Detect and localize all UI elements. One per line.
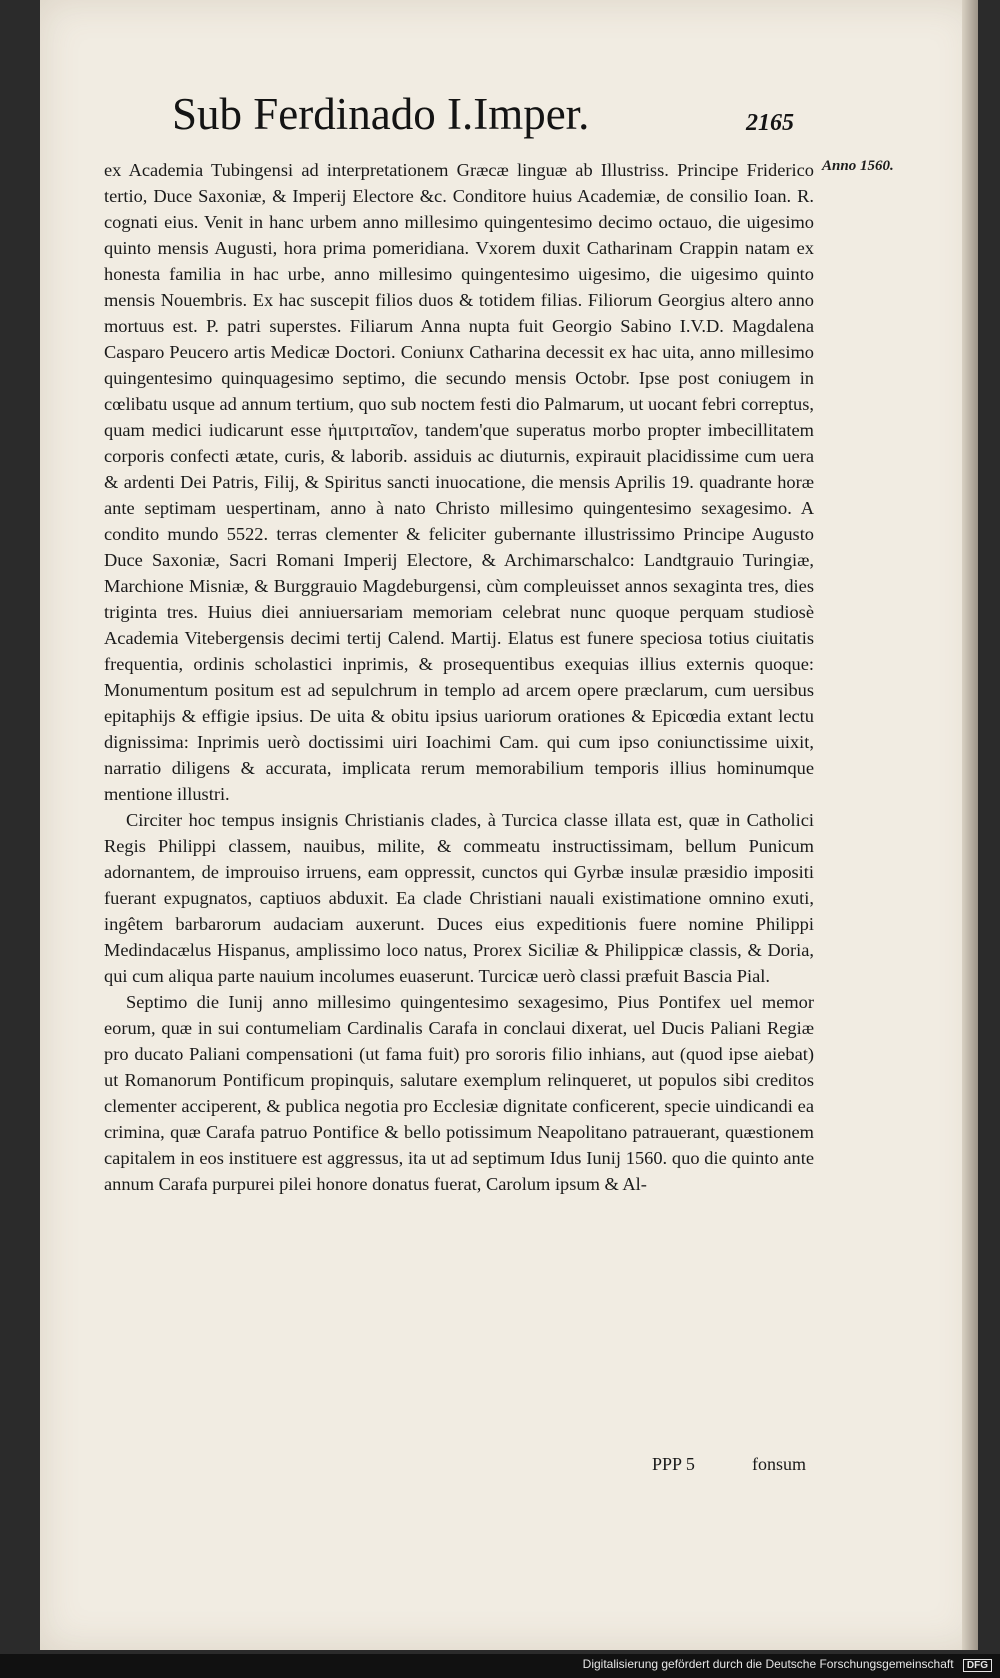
paragraph-1: ex Academia Tubingensi ad interpretationem Græcæ linguæ ab Illustriss. Principe Friderico tertio, Duce Saxoniæ, & Imperij Electore &c. Conditore huius Academiæ, de consilio Ioan. R. cognati eius. Venit in hanc urbem anno millesimo quingentesimo decimo octauo, die uigesimo quinto mensis Augusti, hora prima pomeridiana. Vxorem duxit Catharinam Crappin natam ex honesta familia in hac urbe, anno millesimo quingentesimo uigesimo, die uigesimo quinto mensis Nouembris. Ex hac suscepit filios duos & totidem filias. Filiorum Georgius altero anno mortuus est. P. patri superstes. Filiarum Anna nupta fuit Georgio Sabino I.V.D. Magdalena Casparo Peucero artis Medicæ Doctori. Coniunx Catharina decessit ex hac uita, anno millesimo quingentesimo quinquagesimo septimo, die secundo mensis Octobr. Ipse post coniugem in cœlibatu usque ad annum tertium, quo sub noctem festi dio Palmarum, ut uocant febri correptus, quam medici iudicarunt esse ἡμιτριταῖον, tandem'que superatus morbo propter imbecillitatem corporis confecti ætate, curis, & laborib. assiduis ac diuturnis, expirauit placidissime cum uera & ardenti Dei Patris, Filij, & Spiritus sancti inuocatione, die mensis Aprilis 19. quadrante horæ ante septimam uespertinam, anno à nato Christo millesimo quingentesimo sexagesimo. A condito mundo 5522. terras clementer & feliciter gubernante illustrissimo Principe Augusto Duce Saxoniæ, Sacri Romani Imperij Electore, & Archimarschalco: Landtgrauio Turingiæ, Marchione Misniæ, & Burggrauio Magdeburgensi, cùm compleuisset annos sexaginta tres, dies triginta tres. Huius diei anniuersariam memoriam celebrat nunc quoque perquam studiosè Academia Vitebergensis decimi tertij Calend. Martij. Elatus est funere speciosa totius ciuitatis frequentia, ordinis scholastici inprimis, & prosequentibus exequias illius externis quoque: Monumentum positum est ad sepulchrum in templo ad arcem opere præclarum, cum uersibus epitaphijs & effigie ipsius. De uita & obitu ipsius uariorum orationes & Epicœdia extant lectu dignissima: Inprimis uerò doctissimi uiri Ioachimi Cam. qui cum ipso coniunctissime uixit, narratio diligens & accurata, implicata rerum memorabilium temporis illius hominumque mentione illustri.: [104, 160, 814, 804]
paragraph-2: Circiter hoc tempus insignis Christianis clades, à Turcica classe illata est, quæ in Catholici Regis Philippi classem, nauibus, milite, & commeatu instructissimam, bellum Punicum adornantem, de improuiso irruens, eam oppressit, cunctos qui Gyrbæ insulæ præsidio impositi fuerant expugnatos, captiuos abduxit. Ea clade Christiani nauali existimatione omnino exuti, ingêtem barbarorum audaciam auxerunt. Duces eius expeditionis fuere nomine Philippi Medindacælus Hispanus, amplissimo loco natus, Prorex Siciliæ & Philippicæ classis, & Doria, qui cum aliqua parte nauium incolumes euaserunt. Turcicæ uerò classi præfuit Bascia Pial.: [104, 810, 814, 986]
body-text: [104, 157, 814, 1197]
footer-bar: [0, 1654, 1000, 1678]
margin-note-year: Anno 1560.: [822, 158, 894, 174]
footer-credit-text: Digitalisierung gefördert durch die Deutsche Forschungsgemeinschaft: [582, 1657, 954, 1671]
page-edge-shadow: [962, 0, 978, 1650]
page-number: 2165: [746, 110, 794, 136]
catchword: fonsum: [752, 1454, 806, 1474]
footer-credit: [583, 1657, 992, 1672]
dfg-logo-icon: DFG: [963, 1659, 992, 1672]
paragraph-3: Septimo die Iunij anno millesimo quingentesimo sexagesimo, Pius Pontifex uel memor eorum, quæ in sui contumeliam Cardinalis Carafa in conclaui dixerat, uel Ducis Paliani Regiæ pro ducato Paliani compensationi (ut fama fuit) pro sororis filio inhians, aut (quod ipse aiebat) ut Romanorum Pontificum propinquis, salutare exemplum relinqueret, ut populos sibi creditos clementer acciperent, & publica negotia pro Ecclesiæ dignitate conficerent, specie uindicandi ea crimina, quæ Carafa patruo Pontifice & bello potissimum Neapolitano patrauerant, quæstionem capitalem in eos instituere est aggressus, ita ut ad septimum Idus Iunij 1560. quo die quinto ante annum Carafa purpurei pilei honore donatus fuerat, Carolum ipsum & Al-: [104, 992, 814, 1194]
signature-mark: PPP 5: [652, 1454, 695, 1474]
page-header: [40, 88, 978, 158]
book-page: [40, 0, 978, 1650]
running-title: Sub Ferdinado I.Imper.: [172, 89, 590, 139]
